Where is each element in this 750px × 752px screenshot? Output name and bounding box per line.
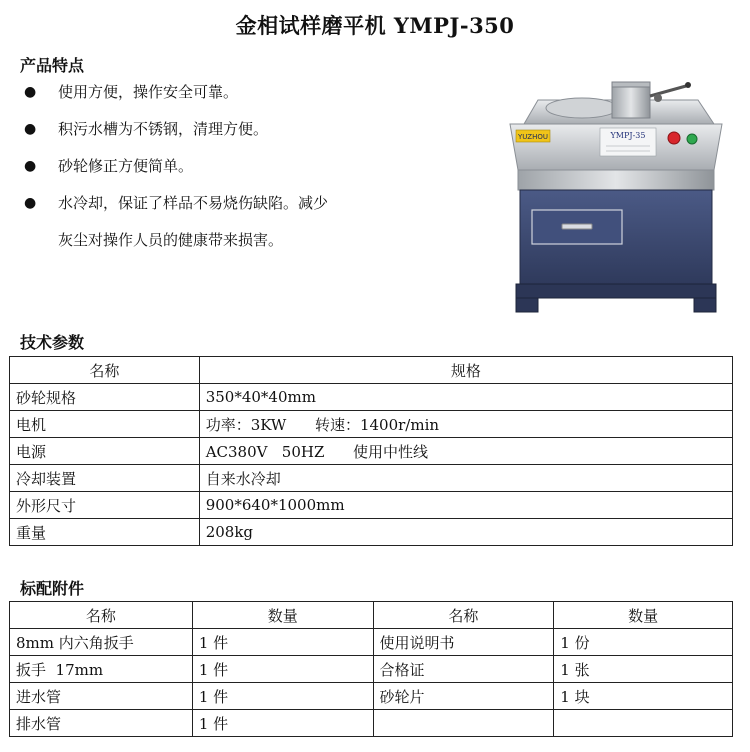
accessory-name: 排水管 xyxy=(10,710,193,737)
machine-photo xyxy=(502,78,730,318)
drawer-handle xyxy=(562,224,592,229)
feature-item xyxy=(22,82,462,102)
column-header: 名称 xyxy=(10,602,193,629)
table-row xyxy=(10,492,733,519)
feature-text-line: 灰尘对操作人员的健康带来损害。 xyxy=(58,231,284,249)
handle-lever xyxy=(650,86,686,96)
accessory-qty: 1 件 xyxy=(192,656,373,683)
accessory-name: 扳手 17mm xyxy=(10,656,193,683)
column-header: 名称 xyxy=(373,602,554,629)
bullet-icon: ● xyxy=(24,195,37,211)
spec-value: 900*640*1000mm xyxy=(199,492,732,519)
spec-value: 功率：3KW 转速：1400r/min xyxy=(199,411,732,438)
accessory-qty: 1 张 xyxy=(554,656,733,683)
accessory-qty: 1 块 xyxy=(554,683,733,710)
accessory-name: 进水管 xyxy=(10,683,193,710)
start-button xyxy=(687,134,697,144)
column-header: 数量 xyxy=(192,602,373,629)
spec-value: AC380V 50HZ 使用中性线 xyxy=(199,438,732,465)
table-row xyxy=(10,519,733,546)
accessory-name: 合格证 xyxy=(373,656,554,683)
bullet-icon: ● xyxy=(24,158,37,174)
specs-table xyxy=(9,356,733,546)
bullet-icon: ● xyxy=(24,84,37,100)
accessory-name: 8mm 内六角扳手 xyxy=(10,629,193,656)
spec-value: 350*40*40mm xyxy=(199,384,732,411)
accessory-name xyxy=(373,710,554,737)
feature-text: 砂轮修正方便简单。 xyxy=(58,157,194,175)
table-header-row xyxy=(10,602,733,629)
table-row xyxy=(10,683,733,710)
accessory-qty xyxy=(554,710,733,737)
table-row xyxy=(10,656,733,683)
wheel-guard xyxy=(546,98,618,118)
table-header-row xyxy=(10,357,733,384)
spec-name: 重量 xyxy=(10,519,200,546)
column-header: 数量 xyxy=(554,602,733,629)
brand-text: YUZHOU xyxy=(518,133,548,141)
table-row xyxy=(10,710,733,737)
table-row xyxy=(10,629,733,656)
stop-button xyxy=(668,132,680,144)
page-title: 金相试样磨平机 YMPJ-350 xyxy=(235,13,515,38)
feature-item xyxy=(22,119,462,139)
table-row xyxy=(10,384,733,411)
table-row xyxy=(10,438,733,465)
machine-base xyxy=(516,284,716,298)
column-header: 名称 xyxy=(10,357,200,384)
spec-name: 砂轮规格 xyxy=(10,384,200,411)
bullet-icon: ● xyxy=(24,121,37,137)
spec-name: 电源 xyxy=(10,438,200,465)
accessories-table xyxy=(9,601,733,737)
accessory-qty: 1 份 xyxy=(554,629,733,656)
feature-text xyxy=(58,193,462,250)
grinding-column xyxy=(612,84,650,118)
steel-band xyxy=(518,170,714,190)
table-row xyxy=(10,465,733,492)
feature-text-line: 水冷却，保证了样品不易烧伤缺陷。减少 xyxy=(58,194,329,212)
spec-value: 208kg xyxy=(199,519,732,546)
specs-heading: 技术参数 xyxy=(20,333,85,352)
accessory-name: 使用说明书 xyxy=(373,629,554,656)
feature-text: 使用方便，操作安全可靠。 xyxy=(58,83,239,101)
spec-name: 电机 xyxy=(10,411,200,438)
features-heading: 产品特点 xyxy=(20,56,85,75)
model-text: YMPJ-35 xyxy=(610,131,646,140)
accessory-qty: 1 件 xyxy=(192,683,373,710)
spec-name: 外形尺寸 xyxy=(10,492,200,519)
accessory-qty: 1 件 xyxy=(192,710,373,737)
accessories-heading: 标配附件 xyxy=(20,579,85,598)
table-row xyxy=(10,411,733,438)
spec-name: 冷却装置 xyxy=(10,465,200,492)
column-header: 规格 xyxy=(199,357,732,384)
spec-value: 自来水冷却 xyxy=(199,465,732,492)
accessory-qty: 1 件 xyxy=(192,629,373,656)
feature-text: 积污水槽为不锈钢，清理方便。 xyxy=(58,120,269,138)
accessory-name: 砂轮片 xyxy=(373,683,554,710)
feature-list xyxy=(22,82,462,267)
feature-item xyxy=(22,193,462,250)
feature-item xyxy=(22,156,462,176)
